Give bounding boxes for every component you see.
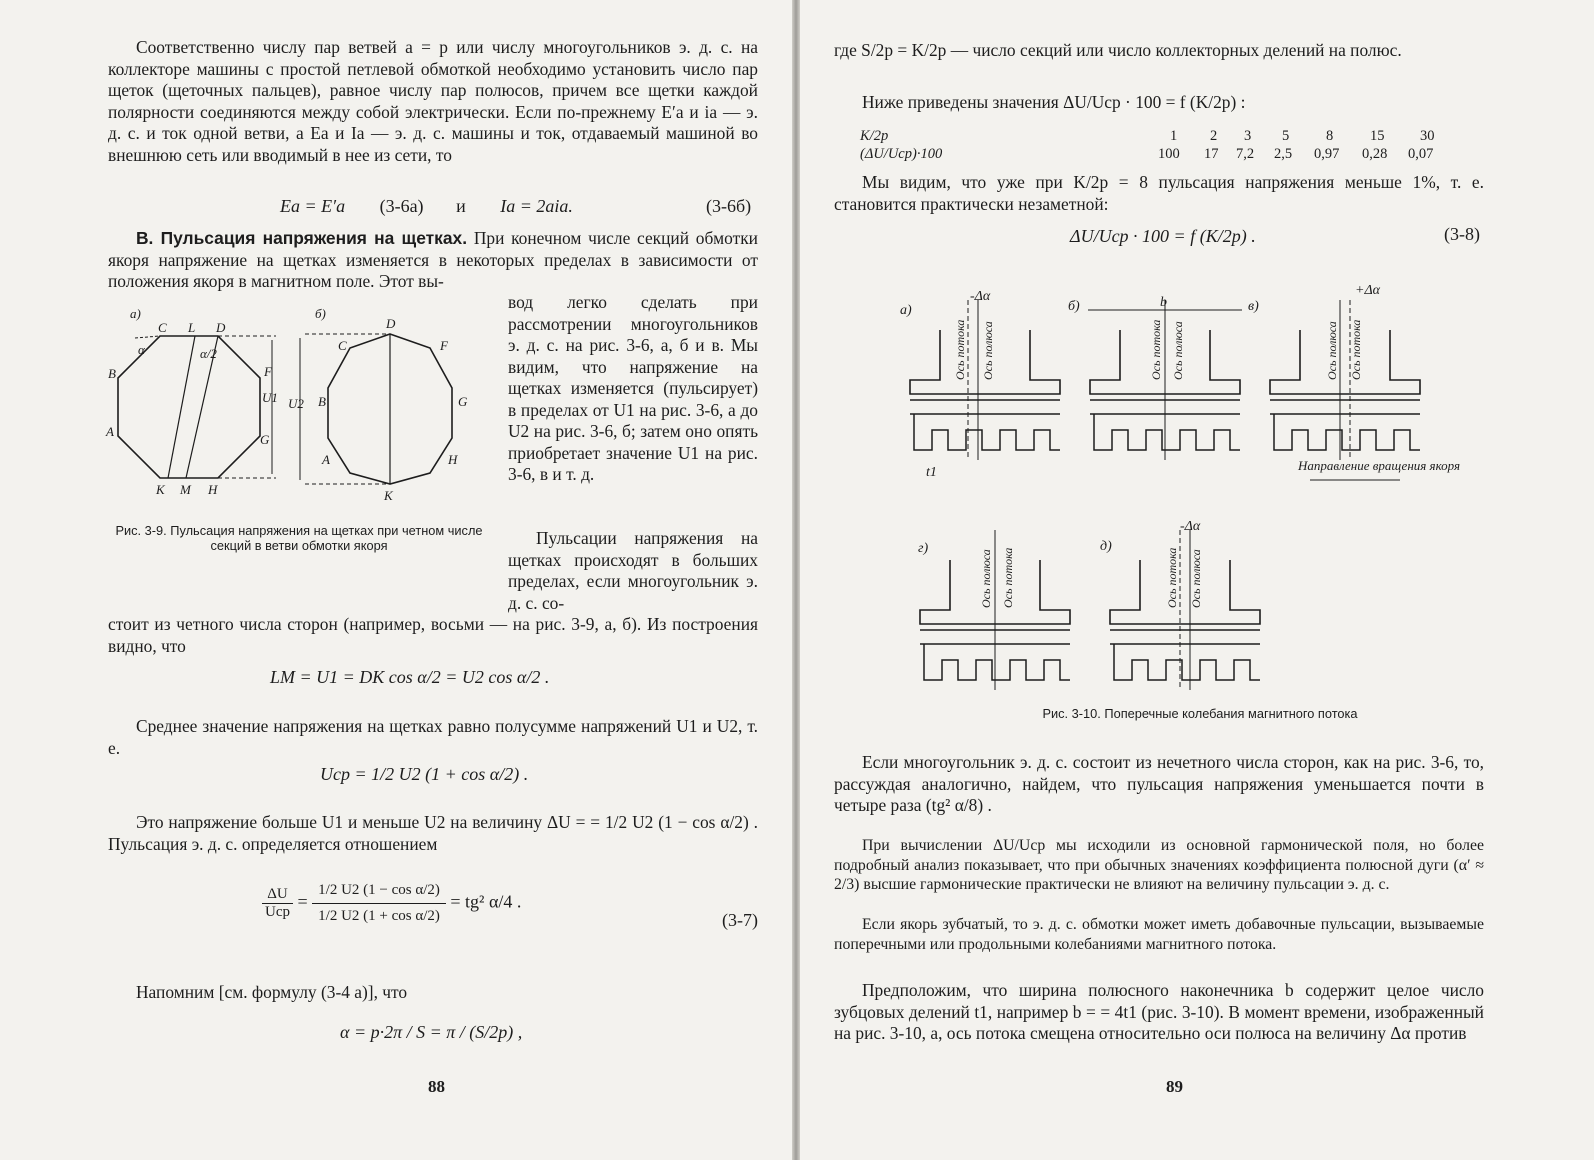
svg-text:+Δα: +Δα xyxy=(1355,283,1381,298)
eq-36a: Ea = E′a xyxy=(280,196,346,216)
svg-text:D: D xyxy=(216,320,226,335)
svg-text:Ось потока: Ось потока xyxy=(953,319,967,380)
figure-3-9 xyxy=(100,298,500,513)
eq-36a-number: (3-6a) xyxy=(379,196,424,216)
fig310-b xyxy=(1088,300,1242,460)
eq-38-number: (3-8) xyxy=(1444,224,1480,244)
equation-alpha: α = p·2π / S = π / (S/2p) , xyxy=(340,1022,523,1042)
svg-text:Ось потока: Ось потока xyxy=(1001,547,1015,608)
svg-text:G: G xyxy=(260,432,270,447)
svg-text:M: M xyxy=(180,482,191,497)
svg-text:г): г) xyxy=(918,541,929,556)
para-harmonics: При вычислении ΔU/Uср мы исходили из основной гармонической поля, но более подробный анализ показывает, что при обычных значениях коэффициента полюсной дуги (α′ ≈ 2/3) высшие гармонические практически не влияют на величину пульсации э. д. с. xyxy=(834,837,1484,893)
svg-text:Ось полюса: Ось полюса xyxy=(981,321,995,380)
svg-text:Ось полюса: Ось полюса xyxy=(1325,321,1339,380)
continuation-text: стоит из четного числа сторон (например, восьми — на рис. 3-9, a, б). Из построения видно, что xyxy=(108,614,758,656)
fig39-label-a: а) xyxy=(130,306,141,321)
para-below: Ниже приведены значения ΔU/Uср · 100 = f (K/2p) : xyxy=(862,92,1246,112)
svg-text:B: B xyxy=(318,394,326,409)
svg-text:Направление вращения якоря: Направление вращения якоря xyxy=(1298,458,1461,473)
svg-text:H: H xyxy=(448,452,458,467)
page-number-right: 89 xyxy=(1166,1077,1183,1096)
section-text: При конечном числе секций обмотки якоря напряжение на щетках изменяется в некоторых пределах в зависимости от положения якоря в магнитном поле. Этот вы- xyxy=(108,228,758,291)
svg-text:D: D xyxy=(386,316,396,331)
values-table: K/2p (ΔU/Uср)·100 1 2 3 5 8 15 30 100 17 7,2 2,5 0,97 0,28 0,07 xyxy=(860,128,1435,162)
svg-text:K: K xyxy=(384,488,393,503)
para-teeth: Если якорь зубчатый, то э. д. с. обмотки может иметь добавочные пульсации, вызываемые поперечными или продольными колебаниями магнитного потока. xyxy=(834,916,1484,953)
svg-text:а): а) xyxy=(900,303,912,318)
equation-ucp: Uср = 1/2 U2 (1 + cos α/2) . xyxy=(320,764,529,784)
svg-text:G: G xyxy=(458,394,468,409)
svg-text:Ось потока: Ось потока xyxy=(1165,547,1179,608)
section-heading: В. Пульсация напряжения на щетках. xyxy=(136,228,468,248)
book-gutter xyxy=(792,0,800,1160)
para-mean: Среднее значение напряжения на щетках равно полусумме напряжений U1 и U2, т. е. xyxy=(108,716,758,758)
svg-text:F: F xyxy=(440,338,448,353)
figure-3-10 xyxy=(900,280,1500,690)
eq-37-number: (3-7) xyxy=(722,910,758,930)
svg-text:K: K xyxy=(156,482,165,497)
svg-text:A: A xyxy=(106,424,114,439)
svg-text:t1: t1 xyxy=(926,465,937,480)
svg-text:B: B xyxy=(108,366,116,381)
svg-text:α: α xyxy=(138,342,145,357)
right-page xyxy=(800,0,1594,1160)
svg-text:Ось полюса: Ось полюса xyxy=(1171,321,1185,380)
svg-text:A: A xyxy=(322,452,330,467)
table-header-2: (ΔU/Uср)·100 xyxy=(860,146,943,162)
fig310-d xyxy=(920,530,1070,690)
fig310-caption: Рис. 3-10. Поперечные колебания магнитного потока xyxy=(1042,706,1358,721)
section-paragraph xyxy=(108,228,758,293)
eq37-fraction: $\frac{\text{1/2 U2 (1 − cos α/2)}}{\text{1/2 U2 (1 + cos α/2)}}$ xyxy=(312,878,446,929)
eq-36b: Ia = 2aia. xyxy=(500,196,573,216)
para-where: где S/2p = K/2p — число секций или число коллекторных делений на полюс. xyxy=(834,40,1402,60)
eq-36b-number: (3-6б) xyxy=(706,196,752,216)
svg-text:-Δα: -Δα xyxy=(970,289,991,304)
eq37-lhs: $\frac{\Delta U}{\text{Uср}}$ xyxy=(262,886,293,921)
para-diff: Это напряжение больше U1 и меньше U2 на величину ΔU = = 1/2 U2 (1 − cos α/2) . Пульсация э. д. с. определяется отношением xyxy=(108,812,758,854)
equation-lm: LM = U1 = DK cos α/2 = U2 cos α/2 . xyxy=(270,667,550,687)
left-page xyxy=(0,0,792,1160)
svg-text:Ось потока: Ось потока xyxy=(1349,319,1363,380)
fig310-c xyxy=(1270,300,1420,480)
svg-text:U1: U1 xyxy=(262,390,278,405)
svg-text:Ось потока: Ось потока xyxy=(1149,319,1163,380)
para-assume: Предположим, что ширина полюсного наконечника b содержит целое число зубцовых делений t1, например b = = 4t1 (рис. 3-10). В момент времени, изображенный на рис. 3-10, a, ось потока смещена относительно оси полюса на величину Δα против xyxy=(834,980,1484,1043)
svg-text:д): д) xyxy=(1100,539,1112,554)
equation-3-8: ΔU/Uср · 100 = f (K/2p) . xyxy=(1070,226,1256,246)
svg-text:Ось полюса: Ось полюса xyxy=(979,549,993,608)
page-number-left: 88 xyxy=(428,1077,445,1096)
svg-text:C: C xyxy=(158,320,167,335)
side-text-2: Пульсации напряжения на щетках происходят в больших пределах, если многоугольник э. д. с. со- xyxy=(508,528,758,613)
para-intro: Соответственно числу пар ветвей a = p или числу многоугольников э. д. с. на коллекторе машины с простой петлевой обмоткой необходимо установить число пар щеток (щеточных пальцев), равное числу пар полюсов, причем все щетки каждой полярности соединяются между собой электрически. Если по-прежнему E′a и ia — э. д. с. и ток одной ветви, a Ea и Ia — э. д. с. машины и ток, отдаваемый машиной во внешнюю сеть или вводимый в нее из сети, то xyxy=(108,37,758,165)
svg-text:-Δα: -Δα xyxy=(1180,519,1201,534)
octagon-a xyxy=(118,336,260,478)
fig39-label-b: б) xyxy=(315,306,326,321)
svg-text:L: L xyxy=(188,320,196,335)
equation-3-7: $\frac{\Delta U}{\text{Uср}}$ = $\frac{\text{1/2 U2 (1 − cos α/2)}}{\text{1/2 U2 (1 + cos α/2)}}$ = tg² α/4 . xyxy=(262,878,521,929)
svg-text:U2: U2 xyxy=(288,396,304,411)
svg-text:в): в) xyxy=(1248,299,1259,314)
fig310-e xyxy=(1110,530,1260,690)
para-odd: Если многоугольник э. д. с. состоит из нечетного числа сторон, как на рис. 3-6, то, рассуждая аналогично, найдем, что пульсация напряжения уменьшается почти в четыре раза (tg² α/8) . xyxy=(834,752,1484,815)
svg-text:F: F xyxy=(264,364,272,379)
side-text: вод легко сделать при рассмотрении многоугольников э. д. с. на рис. 3-6, a, б и в. Мы видим, что напряжение на щетках изменяется (пульсирует) в пределах от U1 на рис. 3-6, a до U2 на рис. 3-6, б; затем оно опять приобретает значение U1 на рис. 3-6, в и т. д. xyxy=(508,292,758,484)
para-see: Мы видим, что уже при K/2p = 8 пульсация напряжения меньше 1%, т. е. становится практически незаметной: xyxy=(834,172,1484,214)
table-header-1: K/2p xyxy=(860,128,889,144)
svg-text:α/2: α/2 xyxy=(200,346,217,361)
fig39-caption: Рис. 3-9. Пульсация напряжения на щетках при четном числе секций в ветви обмотки якоря xyxy=(115,523,483,553)
svg-text:б): б) xyxy=(1068,299,1080,314)
svg-text:Ось полюса: Ось полюса xyxy=(1189,549,1203,608)
para-recall: Напомним [см. формулу (3-4 a)], что xyxy=(136,982,408,1002)
svg-text:H: H xyxy=(208,482,218,497)
svg-text:C: C xyxy=(338,338,347,353)
svg-text:b: b xyxy=(1160,295,1167,310)
eq37-rhs: = tg² α/4 . xyxy=(450,891,522,912)
eq-and: и xyxy=(456,196,466,216)
equation-3-6 xyxy=(280,196,573,217)
